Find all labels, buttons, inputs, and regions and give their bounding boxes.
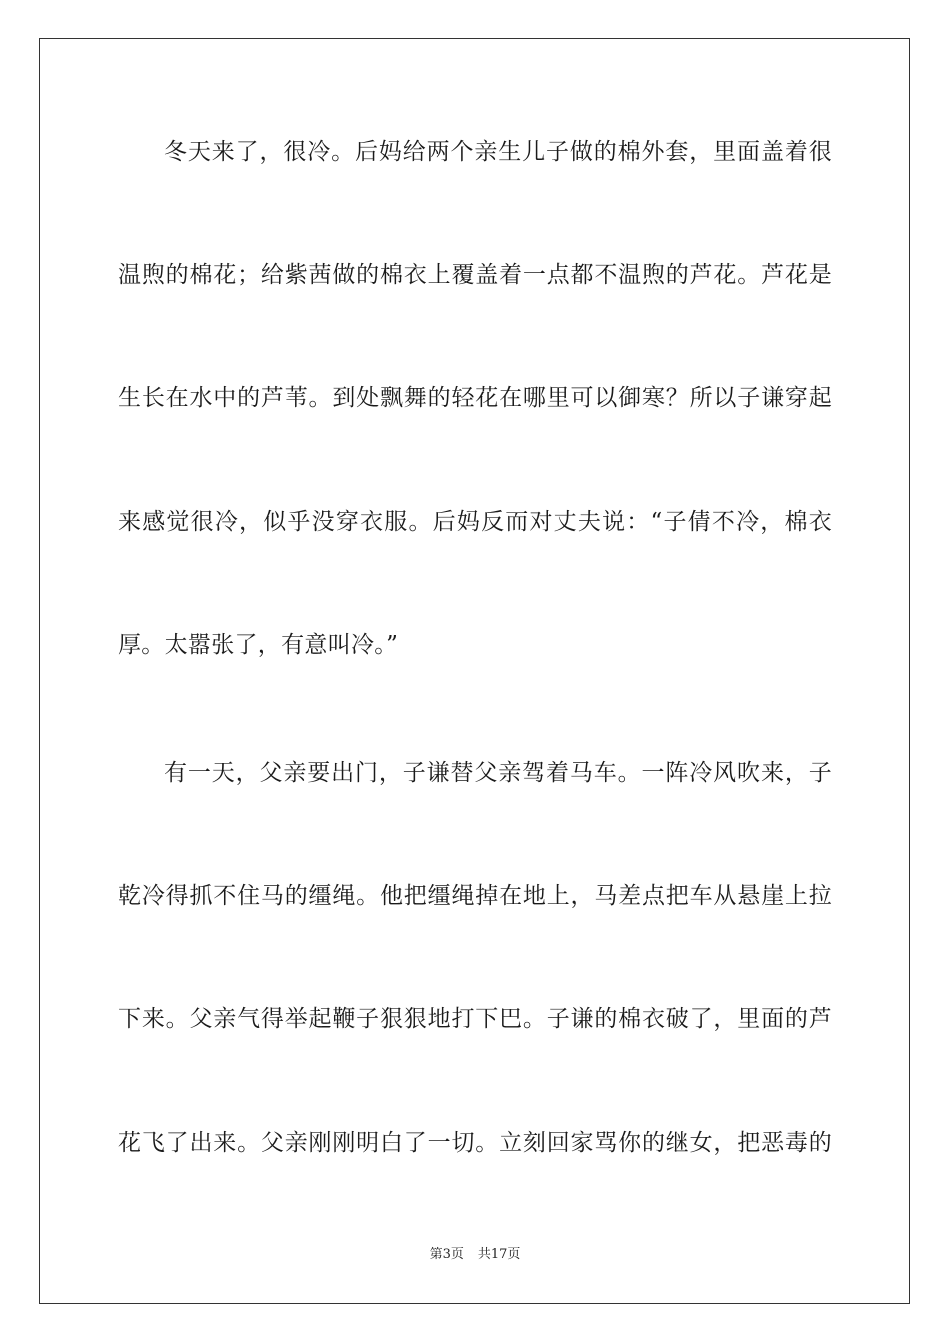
- page-total: 共17页: [477, 1247, 521, 1262]
- paragraph-2-line-2: 乾冷得抓不住马的缰绳。他把缰绳掉在地上，马差点把车从悬崖上拉: [118, 883, 832, 909]
- paragraph-2-line-4: 花飞了出来。父亲刚刚明白了一切。立刻回家骂你的继女，把恶毒的: [118, 1130, 832, 1156]
- paragraph-2-line-3: 下来。父亲气得举起鞭子狠狠地打下巴。子谦的棉衣破了，里面的芦: [118, 1006, 832, 1032]
- paragraph-1-line-4: 来感觉很冷，似乎没穿衣服。后妈反而对丈夫说：“子倩不冷，棉衣: [118, 509, 832, 535]
- paragraph-1-line-2: 温煦的棉花；给紫茜做的棉衣上覆盖着一点都不温煦的芦花。芦花是: [118, 262, 832, 288]
- paragraph-1-line-5: 厚。太嚣张了，有意叫冷。”: [118, 632, 399, 658]
- paragraph-1-line-1: 冬天来了，很冷。后妈给两个亲生儿子做的棉外套，里面盖着很: [164, 139, 832, 165]
- page-footer: [0, 1246, 950, 1264]
- page-border: [39, 38, 910, 1304]
- paragraph-2-line-1: 有一天，父亲要出门，子谦替父亲驾着马车。一阵冷风吹来，子: [164, 760, 832, 786]
- paragraph-1-line-3: 生长在水中的芦苇。到处飘舞的轻花在哪里可以御寒？所以子谦穿起: [118, 385, 832, 411]
- page-number: 第3页: [429, 1247, 464, 1262]
